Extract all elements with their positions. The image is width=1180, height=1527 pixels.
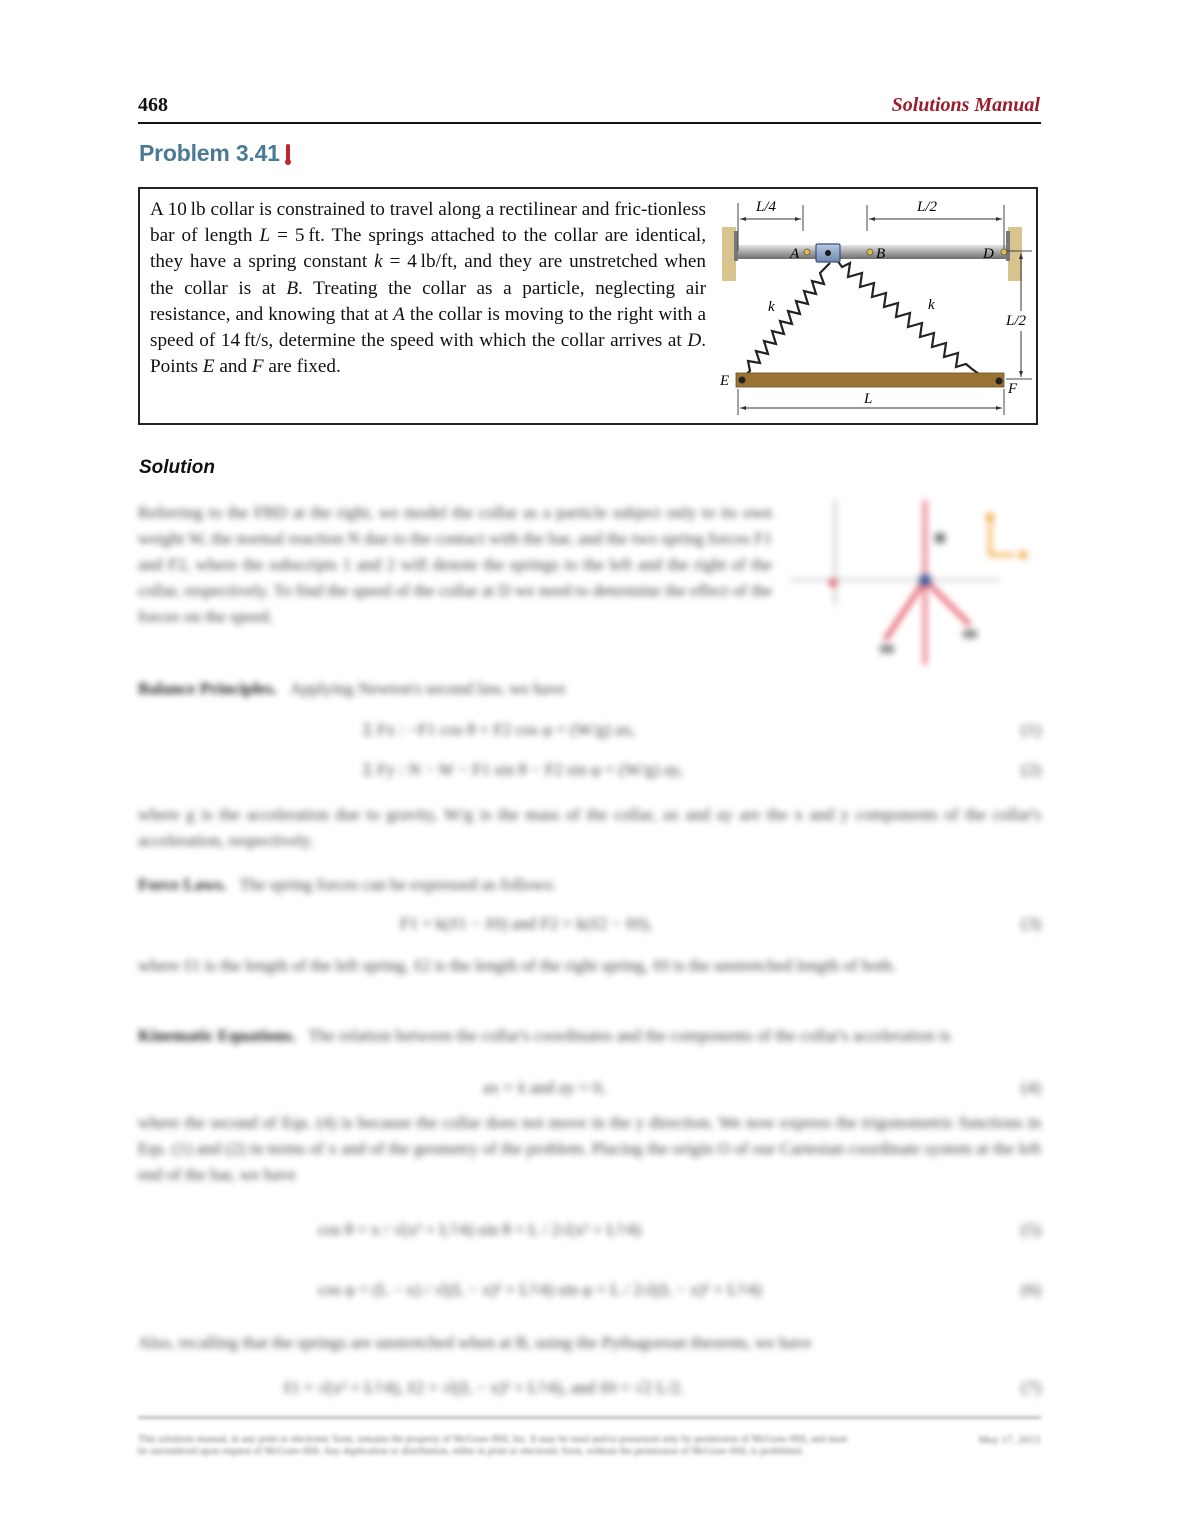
pythagorean-paragraph: Also, recalling that the springs are unstretched when at B, using the Pythagorean theorem, we have <box>138 1333 812 1352</box>
right-wall <box>1008 227 1022 281</box>
svg-text:D: D <box>983 246 994 262</box>
header-rule <box>138 122 1041 124</box>
svg-text:L: L <box>864 391 873 407</box>
collar-spring-figure <box>716 191 1036 423</box>
mass-acceleration-paragraph: where g is the acceleration due to gravity, W/g is the mass of the collar, ax and ay are the x and y components of the collar's acceleration, respectively. <box>138 805 1041 850</box>
right-spring <box>832 253 986 379</box>
problem-statement: A 10 lb collar is constrained to travel along a rectilinear and fric-tionless bar of length L = 5 ft. The springs attached to the collar are identical, they have a spring constant k = 4 lb/ft, and they are unstretched when the collar is at B. Treating the collar as a particle, neglecting air resistance, and knowing that at A the collar is moving to the right with a speed of 14 ft/s, determine the speed with which the collar arrives at D. Points E and F are fixed. <box>150 199 707 378</box>
copyright-notice: This solutions manual, in any print or electronic form, remains the property of McGraw-Hill, Inc. It may be used and/or possessed only by permission of McGraw-Hill, and must be surrendered upon request of McGraw-Hill. Any duplication or distribution, either in print or electronic form, without the permission of McGraw-Hill, is prohibited. <box>138 1434 848 1457</box>
equation-4: ax = ẍ and ay = 0, (4) <box>483 1078 1041 1097</box>
equation-1: Σ Fx : −F1 cos θ + F2 cos φ = (W/g) ax, (1) <box>363 720 1041 739</box>
thermometer-icon <box>286 144 290 162</box>
left-spring <box>742 263 830 378</box>
equation-6: cos φ = (L − x) / √((L − x)² + L²/4) sin φ = L / 2√((L − x)² + L²/4) (6) <box>318 1280 1041 1299</box>
running-title: Solutions Manual <box>891 94 1040 116</box>
svg-text:A: A <box>790 246 800 262</box>
svg-text:k: k <box>768 299 775 315</box>
force-laws-paragraph: Force Laws. The spring forces can be expressed as follows: <box>138 875 556 894</box>
svg-text:B: B <box>876 246 886 262</box>
problem-title-text: Problem 3.41 <box>139 140 280 166</box>
page-number: 468 <box>138 94 168 116</box>
footer-rule <box>138 1416 1041 1419</box>
balance-principles-paragraph: Balance Principles. Applying Newton's second law, we have <box>138 679 566 698</box>
svg-text:L/2: L/2 <box>917 199 938 215</box>
footer-date: May 17, 2013 <box>978 1434 1040 1446</box>
equation-5: cos θ = x / √(x² + L²/4) sin θ = L / 2√(x² + L²/4) (5) <box>318 1220 1041 1239</box>
equation-3: F1 = k(ℓ1 − ℓ0) and F2 = k(ℓ2 − ℓ0), (3) <box>400 914 1041 933</box>
svg-text:k: k <box>928 297 935 313</box>
problem-title <box>139 140 290 167</box>
svg-text:F: F <box>1008 381 1018 397</box>
base-bar <box>736 373 1004 387</box>
svg-text:L/2: L/2 <box>1006 313 1027 329</box>
problem-box <box>138 187 1038 425</box>
svg-text:L/4: L/4 <box>756 199 777 215</box>
solution-intro-paragraph: Referring to the FBD at the right, we model the collar as a particle subject only to its own weight W, the normal reaction N due to the contact with the bar, and the two spring forces F1 and F2, where the subscripts 1 and 2 will denote the springs to the left and the right of the collar, respectively. To find the speed of the collar at D we need to determine the effect of the forces on the speed. <box>138 503 772 626</box>
equation-7: ℓ1 = √(x² + L²/4), ℓ2 = √((L − x)² + L²/4), and ℓ0 = √2 L/2. (7) <box>283 1378 1041 1397</box>
spring-lengths-paragraph: where ℓ1 is the length of the left spring, ℓ2 is the length of the right spring, ℓ0 is the unstretched length of both. <box>138 956 897 975</box>
equation-2: Σ Fy : N − W − F1 sin θ − F2 sin φ = (W/g) ay, (2) <box>363 760 1041 779</box>
kinematic-equations-paragraph: Kinematic Equations. The relation between the collar's coordinates and the components of the collar's acceleration is <box>138 1026 951 1045</box>
solution-heading: Solution <box>139 457 215 478</box>
left-wall <box>722 227 736 281</box>
trig-functions-paragraph: where the second of Eqs. (4) is because the collar does not move in the y direction. We now express the trigonometric functions in Eqs. (1) and (2) in terms of x and of the geometry of the problem. Placing the origin O of our Cartesian coordinate system at the left end of the bar, we have <box>138 1113 1041 1184</box>
free-body-diagram <box>785 495 1045 670</box>
svg-text:E: E <box>720 373 730 389</box>
